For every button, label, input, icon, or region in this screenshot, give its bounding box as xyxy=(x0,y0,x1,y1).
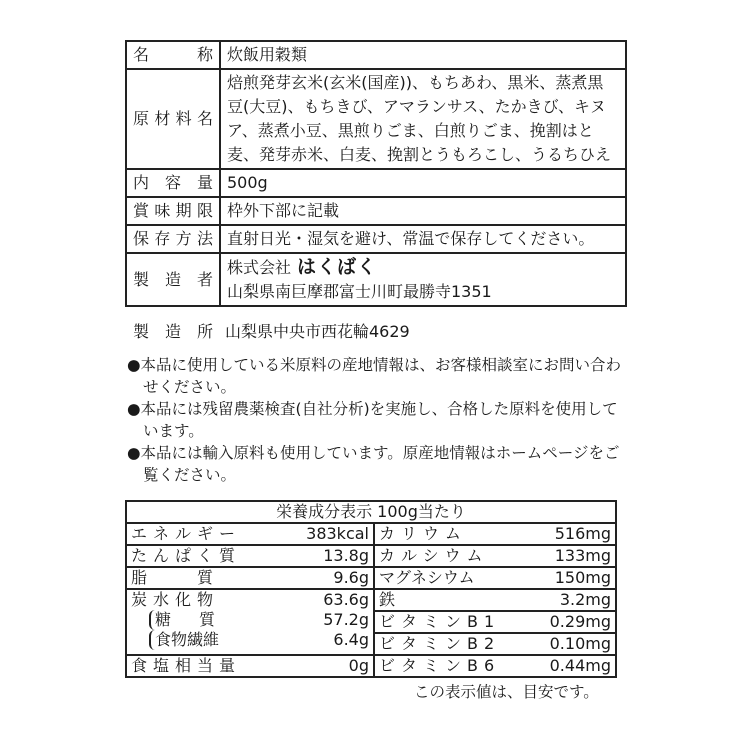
nutrient-value: 383kcal xyxy=(306,524,369,543)
row-content xyxy=(126,169,626,197)
nutrient-fiber xyxy=(131,630,369,650)
row-expiry xyxy=(126,197,626,225)
factory-line xyxy=(133,319,410,342)
notes xyxy=(127,354,627,486)
brand-logo: はくばく xyxy=(297,256,378,278)
key-expiry: 賞味期限 xyxy=(126,197,220,225)
nutrient-value: 516mg xyxy=(554,524,611,543)
row-storage xyxy=(126,225,626,253)
nutrient-name: 食物繊維 xyxy=(149,630,219,650)
nutrient-sugar xyxy=(131,610,369,630)
nutrient-name: 鉄 xyxy=(379,590,396,609)
value-manufacturer xyxy=(220,253,626,306)
nutrient-value: 57.2g xyxy=(323,610,369,629)
nutrient-name: たんぱく質 xyxy=(131,546,242,565)
key-ingredients: 原材料名 xyxy=(126,69,220,169)
nutrient-value: 13.8g xyxy=(323,546,369,565)
value-storage: 直射日光・湿気を避け、常温で保存してください。 xyxy=(220,225,626,253)
nutrition-table xyxy=(125,500,617,678)
nutrient-value: 133mg xyxy=(554,546,611,565)
nutrient-magnesium xyxy=(379,568,611,588)
note: ●本品には残留農薬検査(自社分析)を実施し、合格した原料を使用しています。 xyxy=(127,400,618,440)
nutrient-name: 糖 質 xyxy=(149,610,221,630)
nutrient-value: 0.10mg xyxy=(549,634,611,653)
nutrient-calcium xyxy=(379,546,611,566)
nutrient-value: 6.4g xyxy=(333,630,369,649)
key-content: 内容量 xyxy=(126,169,220,197)
nutrient-protein xyxy=(131,546,369,566)
value-ingredients: 焙煎発芽玄米(玄米(国産))、もちあわ、黒米、蒸煮黒豆(大豆)、もちきび、アマランサス、たかきび、キヌア、蒸煮小豆、黒煎りごま、白煎りごま、挽割はと麦、発芽赤米、白麦、挽割とうもろこし、うるちひえ xyxy=(220,69,626,169)
value-content: 500g xyxy=(220,169,626,197)
nutrient-iron xyxy=(379,590,611,610)
nutrient-value: 150mg xyxy=(554,568,611,587)
key-storage: 保存方法 xyxy=(126,225,220,253)
nutrient-vitamin-b2 xyxy=(379,634,611,654)
company: 株式会社 xyxy=(227,258,292,277)
nutrient-value: 9.6g xyxy=(333,568,369,587)
nutrient-value: 0.44mg xyxy=(549,656,611,675)
value-name: 炊飯用穀類 xyxy=(220,41,626,69)
row-name xyxy=(126,41,626,69)
value-expiry: 枠外下部に記載 xyxy=(220,197,626,225)
nutrient-name: 炭水化物 xyxy=(131,590,220,609)
nutrient-name: カルシウム xyxy=(379,546,489,565)
nutrient-name: 食塩相当量 xyxy=(131,656,242,675)
nutrient-name: ビタミンB2 xyxy=(379,634,501,653)
key-manufacturer: 製造者 xyxy=(126,253,220,306)
nutrient-carbohydrate xyxy=(131,590,369,610)
note: ●本品に使用している米原料の産地情報は、お客様相談室にお問い合わせください。 xyxy=(127,356,622,396)
nutrient-fat xyxy=(131,568,369,588)
nutrient-name: カリウム xyxy=(379,524,467,543)
nutrient-name: ビタミンB1 xyxy=(379,612,501,631)
nutrient-name: ビタミンB6 xyxy=(379,656,501,675)
product-info-table xyxy=(125,40,627,307)
nutrient-name: 脂 質 xyxy=(131,568,220,587)
nutrient-value: 3.2mg xyxy=(559,590,611,609)
note: ●本品には輸入原料も使用しています。原産地情報はホームページをご覧ください。 xyxy=(127,444,620,484)
nutrient-potassium xyxy=(379,524,611,544)
nutrient-value: 0g xyxy=(348,656,369,675)
nutrient-name: マグネシウム xyxy=(379,568,475,587)
nutrient-salt xyxy=(131,656,369,676)
nutrition-title: 栄養成分表示 100g当たり xyxy=(126,501,616,523)
nutrient-value: 63.6g xyxy=(323,590,369,609)
nutrition-footnote: この表示値は、目安です。 xyxy=(414,683,599,701)
factory-key: 製造所 xyxy=(133,322,213,341)
row-ingredients xyxy=(126,69,626,169)
address: 山梨県南巨摩郡富士川町最勝寺1351 xyxy=(227,282,492,301)
nutrient-vitamin-b6 xyxy=(379,656,611,676)
nutrient-name: エネルギー xyxy=(131,524,242,543)
key-name: 名 称 xyxy=(126,41,220,69)
factory-value: 山梨県中央市西花輪4629 xyxy=(225,322,410,341)
row-manufacturer xyxy=(126,253,626,306)
nutrient-vitamin-b1 xyxy=(379,612,611,632)
nutrient-energy xyxy=(131,524,369,544)
nutrient-value: 0.29mg xyxy=(549,612,611,631)
